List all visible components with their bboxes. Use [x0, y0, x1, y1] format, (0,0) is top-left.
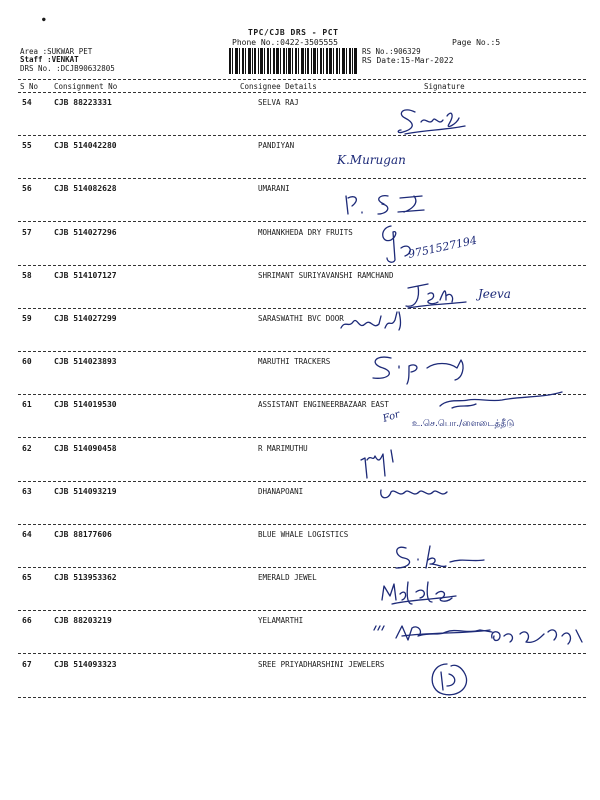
row-consignee-name: SARASWATHI BVC DOOR: [258, 314, 344, 323]
row-consignee-name: YELAMARTHI: [258, 616, 304, 626]
row-consignment-number: CJB 514093219: [54, 486, 117, 496]
row-divider: [18, 610, 586, 611]
page-number: Page No.:5: [452, 38, 501, 47]
staff-label: Staff :VENKAT: [20, 55, 79, 64]
row-serial-number: 64: [22, 530, 32, 539]
signature-57: [375, 222, 505, 266]
signature-60: [365, 350, 485, 386]
row-serial-number: 61: [22, 400, 32, 410]
row-divider: [18, 524, 586, 525]
signature-54: [395, 100, 475, 140]
row-divider: [18, 178, 586, 179]
signature-for: For: [381, 409, 402, 425]
row-serial-number: 55: [22, 141, 32, 151]
signature-67: [425, 660, 475, 700]
column-sno: S No: [20, 82, 39, 91]
row-consignment-number: CJB 514027296: [54, 227, 117, 237]
row-serial-number: 60: [22, 357, 32, 367]
row-consignment-number: CJB 514042280: [54, 141, 117, 151]
row-consignee-name: MOHANKHEDA DRY FRUITS: [258, 227, 353, 237]
row-serial-number: 59: [22, 314, 32, 323]
phone-number: Phone No.:0422-3505555: [232, 38, 338, 47]
row-divider: [18, 567, 586, 568]
row-consignment-number: CJB 88177606: [54, 530, 112, 539]
row-serial-number: 65: [22, 573, 32, 583]
column-signature: Signature: [424, 82, 465, 91]
row-consignment-number: CJB 88223331: [54, 98, 112, 107]
signature-59: [335, 306, 415, 336]
row-serial-number: 58: [22, 270, 32, 280]
row-consignment-number: CJB 513953362: [54, 573, 117, 583]
signature-text: K.Murugan: [337, 153, 406, 167]
row-consignee-name: ASSISTANT ENGINEERBAZAAR EAST: [258, 400, 389, 410]
signature-61: [382, 386, 582, 434]
signature-63: [375, 480, 465, 506]
row-consignee-name: SREE PRIYADHARSHINI JEWELERS: [258, 659, 385, 669]
area-label: Area :SUKWAR PET: [20, 47, 93, 56]
row-divider: [18, 351, 586, 352]
row-divider: [18, 437, 586, 438]
row-serial-number: 54: [22, 98, 32, 107]
column-consignee: Consignee Details: [240, 82, 317, 91]
signature-58: [400, 278, 560, 314]
row-consignment-number: CJB 514027299: [54, 314, 117, 323]
row-consignee-name: UMARANI: [258, 184, 290, 194]
row-consignee-name: DHANAPOANI: [258, 486, 304, 496]
row-consignment-number: CJB 514107127: [54, 270, 117, 280]
row-divider: [18, 135, 586, 136]
row-consignee-name: SELVA RAJ: [258, 98, 299, 107]
signature-66: [372, 616, 592, 660]
column-consignment: Consignment No: [54, 82, 118, 91]
signature-65: [378, 574, 468, 610]
row-serial-number: 62: [22, 443, 32, 453]
header-dot: ●: [42, 16, 46, 23]
row-consignment-number: CJB 514019530: [54, 400, 117, 410]
rs-number: RS No.:906329: [362, 47, 421, 56]
divider: [18, 92, 586, 93]
row-divider: [18, 481, 586, 482]
signature-56: [338, 186, 438, 220]
row-consignment-number: CJB 514082628: [54, 184, 117, 194]
row-consignee-name: SHRIMANT SURIYAVANSHI RAMCHAND: [258, 270, 394, 280]
signature-55: [333, 148, 443, 178]
row-serial-number: 57: [22, 227, 32, 237]
row-consignee-name: MARUTHI TRACKERS: [258, 357, 331, 367]
row-consignment-number: CJB 514090458: [54, 443, 117, 453]
row-serial-number: 56: [22, 184, 32, 194]
row-serial-number: 67: [22, 659, 32, 669]
row-consignee-name: R MARIMUTHU: [258, 443, 308, 453]
row-consignment-number: CJB 514093323: [54, 659, 117, 669]
signature-name: Jeeva: [478, 287, 511, 301]
rs-date: RS Date:15-Mar-2022: [362, 56, 454, 65]
row-consignment-number: CJB 88203219: [54, 616, 112, 626]
signature-phone: 9751527194: [406, 233, 479, 261]
row-consignee-name: BLUE WHALE LOGISTICS: [258, 530, 349, 539]
signature-stamp: உ.செ.பொ./ளைடைத்தீடு: [412, 419, 515, 429]
row-divider: [18, 697, 586, 698]
drs-number: DRS No. :DCJB90632805: [20, 64, 115, 73]
barcode-image: [229, 48, 357, 74]
signature-64: [390, 540, 490, 574]
row-consignment-number: CJB 514023893: [54, 357, 117, 367]
row-consignee-name: EMERALD JEWEL: [258, 573, 317, 583]
row-consignee-name: PANDIYAN: [258, 141, 295, 151]
row-serial-number: 66: [22, 616, 32, 626]
document-title: TPC/CJB DRS - PCT: [248, 28, 339, 37]
divider: [18, 79, 586, 80]
row-serial-number: 63: [22, 486, 32, 496]
